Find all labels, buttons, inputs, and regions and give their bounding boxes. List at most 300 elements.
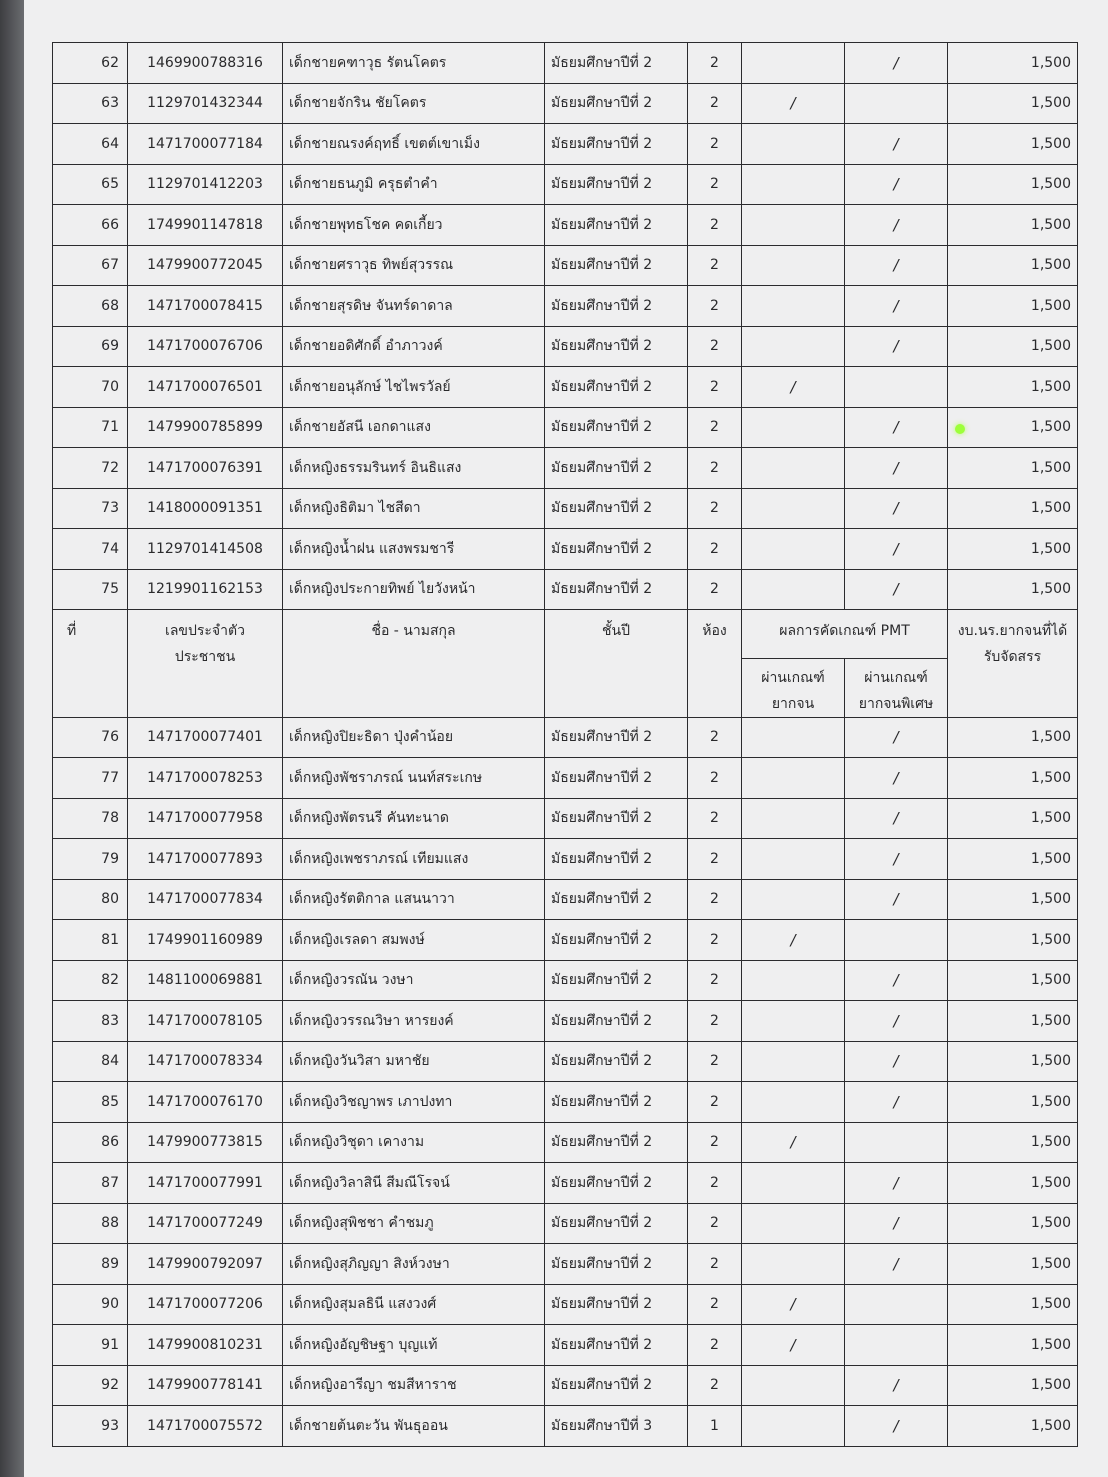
pmt-extreme-mark: / [845,1163,948,1204]
pmt-extreme-mark: / [845,488,948,529]
row-number: 77 [53,758,128,799]
room-cell: 2 [688,839,742,880]
student-name-cell: เด็กชายจักริน ชัยโคตร [283,83,545,124]
pmt-poor-mark [742,205,845,246]
citizen-id-cell: 1479900773815 [128,1122,283,1163]
budget-amount-cell: 1,500 [948,43,1078,84]
table-row [53,879,1078,920]
pmt-extreme-mark: / [845,326,948,367]
pmt-poor-mark [742,448,845,489]
row-number: 69 [53,326,128,367]
student-name-cell: เด็กหญิงประกายทิพย์ ไยวังหน้า [283,569,545,610]
budget-amount-cell: 1,500 [948,1284,1078,1325]
room-cell: 2 [688,407,742,448]
student-name-cell: เด็กหญิงวรณัน วงษา [283,960,545,1001]
student-name-cell: เด็กหญิงธรรมรินทร์ อินธิแสง [283,448,545,489]
citizen-id-cell: 1479900810231 [128,1325,283,1366]
room-cell: 2 [688,43,742,84]
grade-cell: มัธยมศึกษาปีที่ 2 [545,1001,688,1042]
budget-amount-cell: 1,500 [948,488,1078,529]
pmt-extreme-mark [845,1325,948,1366]
grade-cell: มัธยมศึกษาปีที่ 2 [545,529,688,570]
room-cell: 2 [688,83,742,124]
room-cell: 2 [688,879,742,920]
student-name-cell: เด็กชายอดิศักดิ์ อำภาวงค์ [283,326,545,367]
pmt-poor-mark [742,1082,845,1123]
pmt-poor-mark: / [742,1122,845,1163]
budget-amount-cell: 1,500 [948,879,1078,920]
table-row [53,1365,1078,1406]
row-number: 87 [53,1163,128,1204]
citizen-id-cell: 1471700077958 [128,798,283,839]
room-cell: 2 [688,1122,742,1163]
budget-amount-cell: 1,500 [948,798,1078,839]
room-cell: 2 [688,758,742,799]
row-number: 82 [53,960,128,1001]
student-name-cell: เด็กชายอนุลักษ์ ไชไพรวัลย์ [283,367,545,408]
grade-cell: มัธยมศึกษาปีที่ 2 [545,1365,688,1406]
grade-cell: มัธยมศึกษาปีที่ 2 [545,448,688,489]
table-row [53,286,1078,327]
pmt-extreme-mark [845,367,948,408]
table-row [53,1001,1078,1042]
pmt-poor-mark [742,326,845,367]
pmt-poor-mark [742,1244,845,1285]
table-row [53,758,1078,799]
row-number: 71 [53,407,128,448]
row-number: 62 [53,43,128,84]
row-number: 78 [53,798,128,839]
pmt-poor-mark [742,1001,845,1042]
table-body-top [53,43,1078,610]
student-name-cell: เด็กชายสุรดิษ จันทร์ดาดาล [283,286,545,327]
row-number: 88 [53,1203,128,1244]
student-name-cell: เด็กชายศราวุธ ทิพย์สุวรรณ [283,245,545,286]
table-row [53,798,1078,839]
row-number: 66 [53,205,128,246]
pmt-poor-mark [742,286,845,327]
budget-amount-cell: 1,500 [948,1244,1078,1285]
budget-amount-cell: 1,500 [948,758,1078,799]
green-light-spot [955,424,965,434]
grade-cell: มัธยมศึกษาปีที่ 2 [545,960,688,1001]
student-name-cell: เด็กชายต้นตะวัน พันธุออน [283,1406,545,1447]
pmt-extreme-mark [845,920,948,961]
budget-amount-cell: 1,500 [948,1325,1078,1366]
table-row [53,407,1078,448]
room-cell: 2 [688,920,742,961]
grade-cell: มัธยมศึกษาปีที่ 2 [545,124,688,165]
row-number: 90 [53,1284,128,1325]
student-name-cell: เด็กหญิงธิติมา ไชสีดา [283,488,545,529]
room-cell: 2 [688,448,742,489]
student-name-cell: เด็กหญิงปิยะธิดา ปุ่งคำน้อย [283,717,545,758]
student-name-cell: เด็กหญิงพัตรนรี คันทะนาด [283,798,545,839]
header-citizen-id: เลขประจำตัว ประชาชน [128,610,283,718]
table-row [53,529,1078,570]
table-row [53,1041,1078,1082]
pmt-extreme-mark: / [845,1082,948,1123]
pmt-poor-mark [742,569,845,610]
budget-amount-cell: 1,500 [948,1163,1078,1204]
room-cell: 2 [688,569,742,610]
grade-cell: มัธยมศึกษาปีที่ 3 [545,1406,688,1447]
budget-amount-cell: 1,500 [948,124,1078,165]
row-number: 86 [53,1122,128,1163]
pmt-extreme-mark [845,83,948,124]
row-number: 75 [53,569,128,610]
pmt-poor-mark: / [742,83,845,124]
table-row [53,1244,1078,1285]
citizen-id-cell: 1469900788316 [128,43,283,84]
room-cell: 2 [688,205,742,246]
row-number: 64 [53,124,128,165]
grade-cell: มัธยมศึกษาปีที่ 2 [545,798,688,839]
grade-cell: มัธยมศึกษาปีที่ 2 [545,1082,688,1123]
student-budget-table [52,42,1078,1447]
pmt-extreme-mark: / [845,164,948,205]
pmt-extreme-mark: / [845,717,948,758]
budget-amount-cell: 1,500 [948,1203,1078,1244]
row-number: 68 [53,286,128,327]
grade-cell: มัธยมศึกษาปีที่ 2 [545,164,688,205]
table-row [53,43,1078,84]
pmt-poor-mark [742,798,845,839]
row-number: 92 [53,1365,128,1406]
citizen-id-cell: 1479900785899 [128,407,283,448]
grade-cell: มัธยมศึกษาปีที่ 2 [545,839,688,880]
row-number: 73 [53,488,128,529]
background-edge [0,0,24,1477]
student-name-cell: เด็กหญิงวรรณวิษา หารยงค์ [283,1001,545,1042]
room-cell: 2 [688,1365,742,1406]
budget-amount-cell: 1,500 [948,1406,1078,1447]
pmt-extreme-mark: / [845,839,948,880]
pmt-poor-mark [742,717,845,758]
budget-amount-cell: 1,500 [948,164,1078,205]
grade-cell: มัธยมศึกษาปีที่ 2 [545,1203,688,1244]
pmt-extreme-mark: / [845,1001,948,1042]
row-number: 76 [53,717,128,758]
room-cell: 2 [688,124,742,165]
header-pmt-extreme: ผ่านเกณฑ์ ยากจนพิเศษ [845,658,948,717]
pmt-poor-mark [742,529,845,570]
grade-cell: มัธยมศึกษาปีที่ 2 [545,1041,688,1082]
room-cell: 2 [688,529,742,570]
student-name-cell: เด็กหญิงเรลดา สมพงษ์ [283,920,545,961]
pmt-extreme-mark: / [845,43,948,84]
pmt-poor-mark [742,1203,845,1244]
student-name-cell: เด็กหญิงอัญชิษฐา บุญแท้ [283,1325,545,1366]
grade-cell: มัธยมศึกษาปีที่ 2 [545,43,688,84]
budget-amount-cell: 1,500 [948,529,1078,570]
citizen-id-cell: 1471700077991 [128,1163,283,1204]
row-number: 80 [53,879,128,920]
pmt-poor-mark [742,960,845,1001]
citizen-id-cell: 1471700077401 [128,717,283,758]
budget-amount-cell: 1,500 [948,1001,1078,1042]
budget-amount-cell: 1,500 [948,1122,1078,1163]
room-cell: 2 [688,1203,742,1244]
pmt-poor-mark [742,758,845,799]
pmt-extreme-mark: / [845,569,948,610]
pmt-extreme-mark: / [845,529,948,570]
table-body-bottom [53,717,1078,1446]
grade-cell: มัธยมศึกษาปีที่ 2 [545,569,688,610]
pmt-extreme-mark [845,1284,948,1325]
row-number: 85 [53,1082,128,1123]
header-pmt: ผลการคัดเกณฑ์ PMT [742,610,948,659]
budget-amount-cell: 1,500 [948,448,1078,489]
budget-amount-cell: 1,500 [948,205,1078,246]
grade-cell: มัธยมศึกษาปีที่ 2 [545,879,688,920]
citizen-id-cell: 1479900792097 [128,1244,283,1285]
room-cell: 2 [688,1041,742,1082]
room-cell: 2 [688,1325,742,1366]
room-cell: 2 [688,326,742,367]
pmt-extreme-mark: / [845,245,948,286]
table-row [53,1082,1078,1123]
citizen-id-cell: 1471700076170 [128,1082,283,1123]
table-row [53,1284,1078,1325]
pmt-extreme-mark: / [845,1041,948,1082]
pmt-extreme-mark: / [845,124,948,165]
pmt-extreme-mark: / [845,1406,948,1447]
grade-cell: มัธยมศึกษาปีที่ 2 [545,407,688,448]
room-cell: 2 [688,1244,742,1285]
citizen-id-cell: 1471700078334 [128,1041,283,1082]
room-cell: 2 [688,164,742,205]
grade-cell: มัธยมศึกษาปีที่ 2 [545,83,688,124]
room-cell: 2 [688,488,742,529]
pmt-poor-mark [742,879,845,920]
pmt-extreme-mark: / [845,798,948,839]
citizen-id-cell: 1471700077184 [128,124,283,165]
budget-amount-cell: 1,500 [948,286,1078,327]
student-name-cell: เด็กชายอัสนี เอกดาแสง [283,407,545,448]
budget-amount-cell: 1,500 [948,83,1078,124]
header-budget: งบ.นร.ยากจนที่ได้ รับจัดสรร [948,610,1078,718]
pmt-extreme-mark: / [845,407,948,448]
table-row [53,1406,1078,1447]
grade-cell: มัธยมศึกษาปีที่ 2 [545,286,688,327]
grade-cell: มัธยมศึกษาปีที่ 2 [545,758,688,799]
table-row [53,569,1078,610]
row-number: 74 [53,529,128,570]
citizen-id-cell: 1471700078105 [128,1001,283,1042]
student-name-cell: เด็กชายณรงค์ฤทธิ์ เขตต์เขาเม็ง [283,124,545,165]
grade-cell: มัธยมศึกษาปีที่ 2 [545,488,688,529]
header-no: ที่ [53,610,128,718]
budget-amount-cell: 1,500 [948,717,1078,758]
table-row [53,83,1078,124]
header-name: ชื่อ - นามสกุล [283,610,545,718]
citizen-id-cell: 1479900772045 [128,245,283,286]
pmt-poor-mark [742,1365,845,1406]
budget-amount-cell: 1,500 [948,326,1078,367]
student-name-cell: เด็กหญิงวิชุดา เคางาม [283,1122,545,1163]
header-pmt-poor: ผ่านเกณฑ์ ยากจน [742,658,845,717]
row-number: 83 [53,1001,128,1042]
pmt-poor-mark [742,43,845,84]
budget-amount-cell: 1,500 [948,920,1078,961]
row-number: 89 [53,1244,128,1285]
student-name-cell: เด็กหญิงรัตติกาล แสนนาวา [283,879,545,920]
pmt-poor-mark [742,1163,845,1204]
citizen-id-cell: 1471700077249 [128,1203,283,1244]
pmt-extreme-mark: / [845,205,948,246]
grade-cell: มัธยมศึกษาปีที่ 2 [545,245,688,286]
citizen-id-cell: 1471700078415 [128,286,283,327]
table-row [53,448,1078,489]
table-row [53,326,1078,367]
student-name-cell: เด็กชายคฑาวุธ รัตนโคตร [283,43,545,84]
pmt-extreme-mark: / [845,1365,948,1406]
room-cell: 2 [688,717,742,758]
pmt-poor-mark: / [742,1325,845,1366]
table-row [53,245,1078,286]
table-row [53,1122,1078,1163]
pmt-poor-mark [742,1041,845,1082]
student-name-cell: เด็กหญิงน้ำฝน แสงพรมชารี [283,529,545,570]
row-number: 65 [53,164,128,205]
table-row [53,124,1078,165]
table-row [53,488,1078,529]
citizen-id-cell: 1471700077893 [128,839,283,880]
room-cell: 2 [688,798,742,839]
row-number: 70 [53,367,128,408]
pmt-extreme-mark: / [845,758,948,799]
room-cell: 2 [688,1082,742,1123]
pmt-extreme-mark: / [845,1244,948,1285]
citizen-id-cell: 1471700076501 [128,367,283,408]
budget-amount-cell: 1,500 [948,1082,1078,1123]
row-number: 67 [53,245,128,286]
room-cell: 2 [688,367,742,408]
student-name-cell: เด็กหญิงสุพิชชา คำชมภู [283,1203,545,1244]
pmt-extreme-mark: / [845,879,948,920]
room-cell: 2 [688,286,742,327]
grade-cell: มัธยมศึกษาปีที่ 2 [545,367,688,408]
budget-amount-cell: 1,500 [948,407,1078,448]
budget-amount-cell: 1,500 [948,960,1078,1001]
pmt-poor-mark: / [742,367,845,408]
citizen-id-cell: 1471700077834 [128,879,283,920]
table-row [53,1203,1078,1244]
pmt-poor-mark: / [742,920,845,961]
student-name-cell: เด็กหญิงวิลาสินี สีมณีโรจน์ [283,1163,545,1204]
student-name-cell: เด็กหญิงสุภิญญา สิงห์วงษา [283,1244,545,1285]
budget-amount-cell: 1,500 [948,1041,1078,1082]
student-name-cell: เด็กชายธนภูมิ ครุธตำคำ [283,164,545,205]
room-cell: 1 [688,1406,742,1447]
budget-amount-cell: 1,500 [948,1365,1078,1406]
room-cell: 2 [688,245,742,286]
citizen-id-cell: 1471700075572 [128,1406,283,1447]
grade-cell: มัธยมศึกษาปีที่ 2 [545,920,688,961]
grade-cell: มัธยมศึกษาปีที่ 2 [545,1325,688,1366]
citizen-id-cell: 1749901147818 [128,205,283,246]
citizen-id-cell: 1129701412203 [128,164,283,205]
row-number: 79 [53,839,128,880]
table-row [53,839,1078,880]
table-row [53,717,1078,758]
grade-cell: มัธยมศึกษาปีที่ 2 [545,326,688,367]
pmt-poor-mark [742,124,845,165]
room-cell: 2 [688,960,742,1001]
citizen-id-cell: 1129701414508 [128,529,283,570]
row-number: 72 [53,448,128,489]
room-cell: 2 [688,1284,742,1325]
row-number: 63 [53,83,128,124]
pmt-extreme-mark: / [845,1203,948,1244]
table-row [53,367,1078,408]
pmt-poor-mark [742,245,845,286]
pmt-poor-mark [742,407,845,448]
row-number: 91 [53,1325,128,1366]
table-row [53,205,1078,246]
grade-cell: มัธยมศึกษาปีที่ 2 [545,1284,688,1325]
grade-cell: มัธยมศึกษาปีที่ 2 [545,1244,688,1285]
grade-cell: มัธยมศึกษาปีที่ 2 [545,717,688,758]
citizen-id-cell: 1129701432344 [128,83,283,124]
room-cell: 2 [688,1163,742,1204]
grade-cell: มัธยมศึกษาปีที่ 2 [545,1122,688,1163]
citizen-id-cell: 1471700076391 [128,448,283,489]
student-name-cell: เด็กหญิงสุมลธินี แสงวงศ์ [283,1284,545,1325]
citizen-id-cell: 1471700077206 [128,1284,283,1325]
table-row [53,920,1078,961]
pmt-extreme-mark: / [845,448,948,489]
student-name-cell: เด็กหญิงพัชราภรณ์ นนท์สระเกษ [283,758,545,799]
pmt-poor-mark [742,488,845,529]
student-name-cell: เด็กหญิงอารีญา ชมสีหาราช [283,1365,545,1406]
header-grade: ชั้นปี [545,610,688,718]
table-row [53,960,1078,1001]
pmt-extreme-mark [845,1122,948,1163]
citizen-id-cell: 1471700078253 [128,758,283,799]
citizen-id-cell: 1749901160989 [128,920,283,961]
header-row [53,610,1078,659]
budget-amount-cell: 1,500 [948,569,1078,610]
table-row [53,1325,1078,1366]
citizen-id-cell: 1479900778141 [128,1365,283,1406]
citizen-id-cell: 1481100069881 [128,960,283,1001]
row-number: 84 [53,1041,128,1082]
pmt-extreme-mark: / [845,960,948,1001]
room-cell: 2 [688,1001,742,1042]
pmt-extreme-mark: / [845,286,948,327]
citizen-id-cell: 1471700076706 [128,326,283,367]
pmt-poor-mark: / [742,1284,845,1325]
pmt-poor-mark [742,1406,845,1447]
pmt-poor-mark [742,164,845,205]
grade-cell: มัธยมศึกษาปีที่ 2 [545,205,688,246]
header-room: ห้อง [688,610,742,718]
row-number: 81 [53,920,128,961]
student-name-cell: เด็กหญิงวิชญาพร เภาปงทา [283,1082,545,1123]
row-number: 93 [53,1406,128,1447]
budget-amount-cell: 1,500 [948,367,1078,408]
student-name-cell: เด็กหญิงเพชราภรณ์ เทียมแสง [283,839,545,880]
student-name-cell: เด็กหญิงวันวิสา มหาชัย [283,1041,545,1082]
table-header-repeat [53,610,1078,718]
pmt-poor-mark [742,839,845,880]
budget-amount-cell: 1,500 [948,245,1078,286]
citizen-id-cell: 1219901162153 [128,569,283,610]
student-name-cell: เด็กชายพุทธโชค คดเกี้ยว [283,205,545,246]
citizen-id-cell: 1418000091351 [128,488,283,529]
